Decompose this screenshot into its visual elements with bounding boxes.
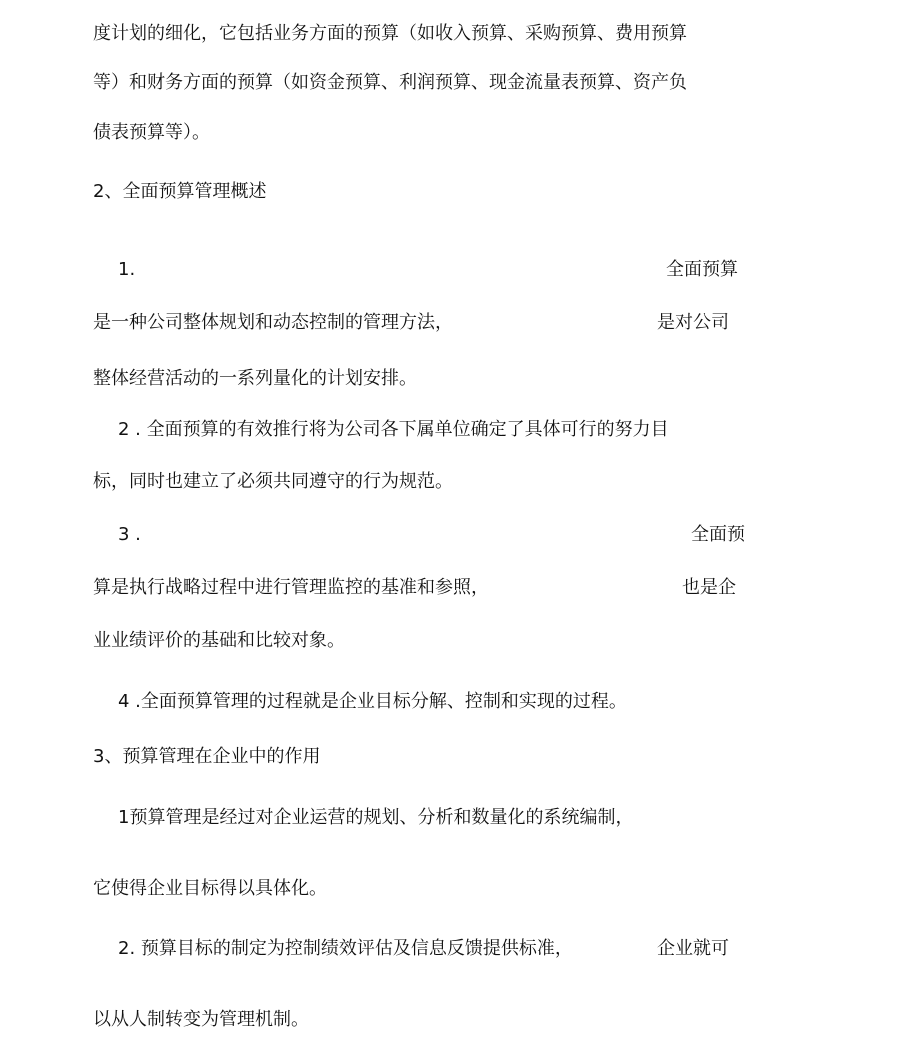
intro-line-1: 度计划的细化，它包括业务方面的预算（如收入预算、采购预算、费用预算 — [93, 23, 687, 44]
item-1-line-2-left: 是一种公司整体规划和动态控制的管理方法， — [93, 312, 453, 333]
item-3-right-fragment: 全面预 — [691, 524, 745, 545]
item-1-number: 1. — [118, 259, 136, 280]
sec3-item-1-line-2: 它使得企业目标得以具体化。 — [93, 878, 327, 899]
intro-line-3: 债表预算等）。 — [93, 122, 210, 143]
sec3-item-1-line-1: 1预算管理是经过对企业运营的规划、分析和数量化的系统编制， — [118, 807, 634, 828]
item-3-line-2-right: 也是企 — [682, 577, 736, 598]
section-2-heading: 2、全面预算管理概述 — [93, 181, 267, 202]
section-3-heading: 3、预算管理在企业中的作用 — [93, 746, 321, 767]
item-1-line-3: 整体经营活动的一系列量化的计划安排。 — [93, 368, 417, 389]
sec3-item-2-line-1-left: 2. 预算目标的制定为控制绩效评估及信息反馈提供标准， — [118, 938, 573, 959]
item-3-line-2-left: 算是执行战略过程中进行管理监控的基准和参照， — [93, 577, 489, 598]
item-3-line-3: 业业绩评价的基础和比较对象。 — [93, 630, 345, 651]
item-1-line-2-right: 是对公司 — [657, 312, 729, 333]
sec3-item-2-line-1-right: 企业就可 — [657, 938, 729, 959]
item-4-line-1: 4 .全面预算管理的过程就是企业目标分解、控制和实现的过程。 — [118, 691, 627, 712]
item-2-line-2: 标，同时也建立了必须共同遵守的行为规范。 — [93, 471, 453, 492]
item-2-line-1: 2 . 全面预算的有效推行将为公司各下属单位确定了具体可行的努力目 — [118, 419, 669, 440]
intro-line-2: 等）和财务方面的预算（如资金预算、利润预算、现金流量表预算、资产负 — [93, 72, 687, 93]
sec3-item-2-line-2: 以从人制转变为管理机制。 — [93, 1009, 309, 1030]
item-3-number: 3 . — [118, 524, 141, 545]
item-1-right-fragment: 全面预算 — [666, 259, 738, 280]
